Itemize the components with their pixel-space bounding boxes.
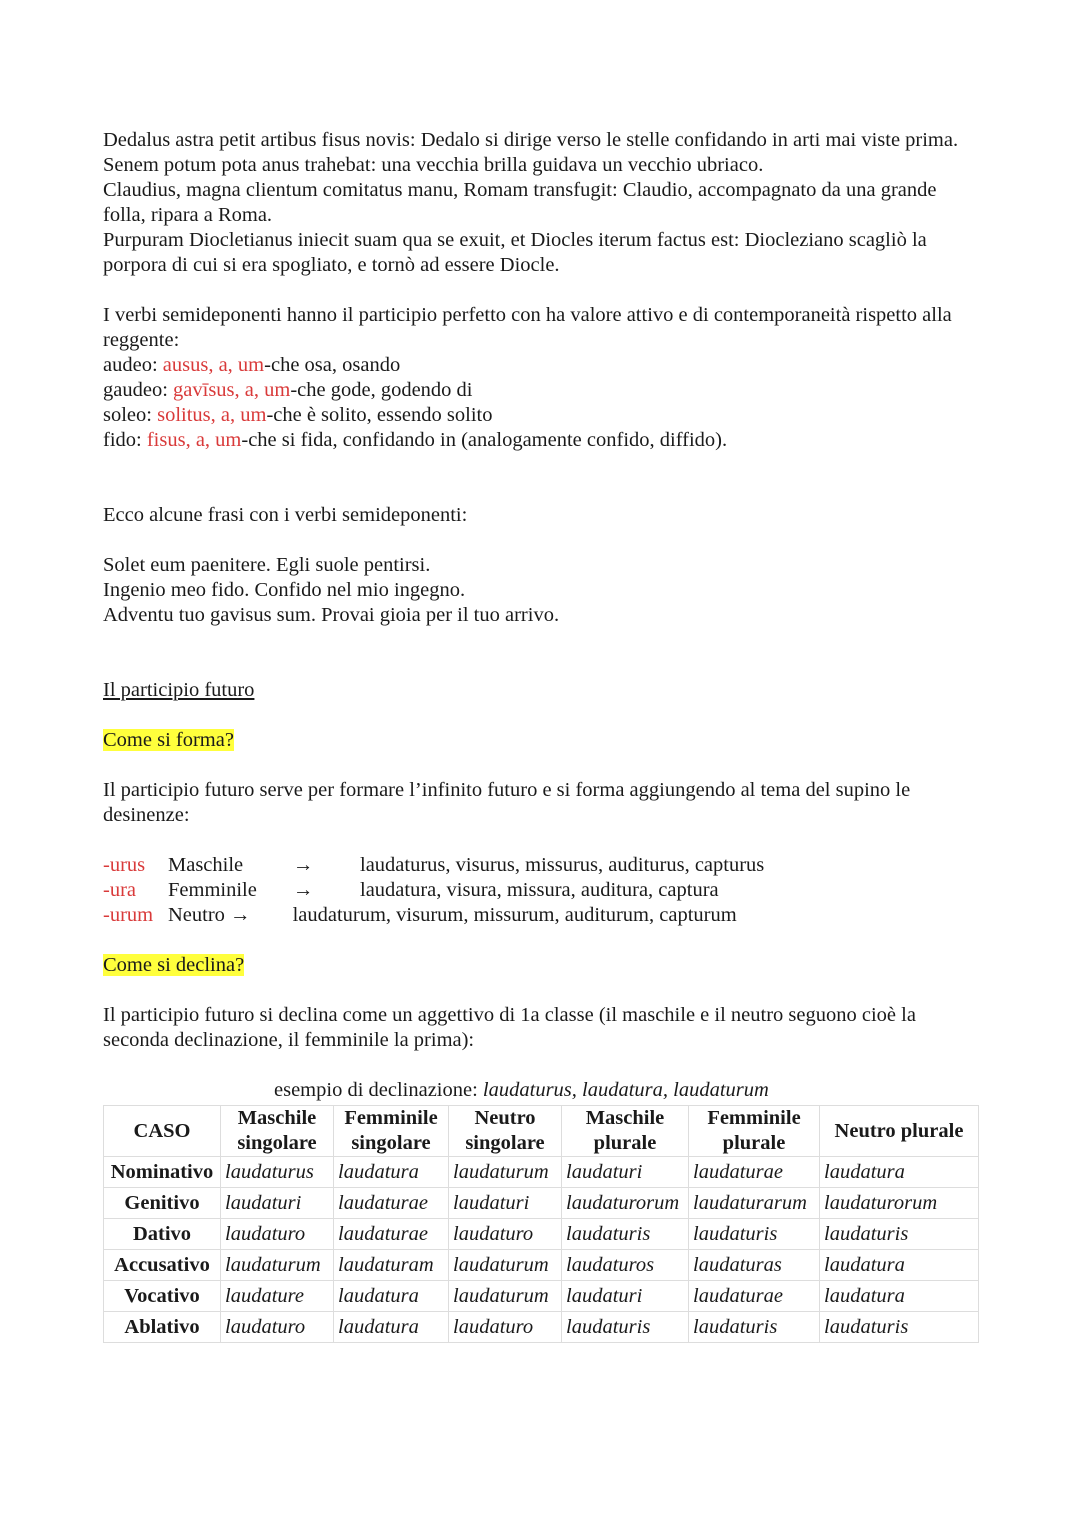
form-cell: laudaturae bbox=[334, 1219, 449, 1250]
question-forma: Come si forma? bbox=[103, 729, 234, 751]
form-cell: laudaturum bbox=[449, 1157, 562, 1188]
example-3: Adventu tuo gavisus sum. Provai gioia per il tuo arrivo. bbox=[103, 604, 560, 626]
form-cell: laudaturum bbox=[449, 1281, 562, 1312]
table-row bbox=[104, 1219, 979, 1250]
form-cell: laudaturae bbox=[334, 1188, 449, 1219]
ending: -urus bbox=[103, 854, 146, 876]
endings-table bbox=[103, 853, 983, 928]
form-cell: laudaturos bbox=[562, 1250, 689, 1281]
semideponent-item-gaudeo: gaudeo: gavīsus, a, um-che gode, godendo di bbox=[103, 379, 473, 401]
ending: -ura bbox=[103, 879, 137, 901]
form-cell: laudaturis bbox=[689, 1312, 820, 1343]
form-cell: laudaturus bbox=[221, 1157, 334, 1188]
form-cell: laudatura bbox=[820, 1281, 979, 1312]
ending-gender: Maschile bbox=[168, 854, 244, 876]
question-declina: Come si declina? bbox=[103, 954, 245, 976]
form-cell: laudaturas bbox=[689, 1250, 820, 1281]
example-1: Solet eum paenitere. Egli suole pentirsi. bbox=[103, 554, 431, 576]
sentence-2: Senem potum pota anus trahebat: una vecchia brilla guidava un vecchio ubriaco. bbox=[103, 154, 764, 176]
table-row bbox=[104, 1281, 979, 1312]
forma-explanation: Il participio futuro serve per formare l’infinito futuro e si forma aggiungendo al tema del supino le desinenze: bbox=[103, 779, 911, 826]
ending-row bbox=[103, 853, 983, 878]
table-caption: esempio di declinazione: laudaturus, laudatura, laudaturum bbox=[274, 1079, 769, 1101]
case-cell: Ablativo bbox=[104, 1312, 221, 1343]
ending-forms: laudaturus, visurus, missurus, auditurus, capturus bbox=[360, 854, 765, 876]
sentence-4: Purpuram Diocletianus iniecit suam qua se exuit, et Diocles iterum factus est: Diocleziano scagliò la porpora di cui si era spogliato, e tornò ad essere Diocle. bbox=[103, 229, 927, 276]
declension-table bbox=[103, 1105, 979, 1343]
ending: -urum bbox=[103, 904, 154, 926]
example-2: Ingenio meo fido. Confido nel mio ingegno. bbox=[103, 579, 466, 601]
arrow: → bbox=[293, 854, 314, 876]
form-cell: laudaturarum bbox=[689, 1188, 820, 1219]
arrow: → bbox=[293, 879, 314, 901]
case-cell: Nominativo bbox=[104, 1157, 221, 1188]
sentence-1: Dedalus astra petit artibus fisus novis: Dedalo si dirige verso le stelle confidando in arti mai viste prima. bbox=[103, 129, 959, 151]
form-cell: laudaturi bbox=[562, 1157, 689, 1188]
semideponent-intro: I verbi semideponenti hanno il participio perfetto con ha valore attivo e di contemporaneità rispetto alla reggente: bbox=[103, 304, 952, 351]
form-cell: laudatura bbox=[334, 1157, 449, 1188]
form-cell: laudaturorum bbox=[562, 1188, 689, 1219]
case-cell: Dativo bbox=[104, 1219, 221, 1250]
form-cell: laudaturi bbox=[221, 1188, 334, 1219]
header-neut-plur: Neutro plurale bbox=[820, 1106, 979, 1157]
form-cell: laudatura bbox=[334, 1281, 449, 1312]
table-row bbox=[104, 1312, 979, 1343]
form-cell: laudaturis bbox=[562, 1219, 689, 1250]
sentence-3: Claudius, magna clientum comitatus manu, Romam transfugit: Claudio, accompagnato da una grande folla, ripara a Roma. bbox=[103, 179, 937, 226]
semideponent-item-soleo: soleo: solitus, a, um-che è solito, essendo solito bbox=[103, 404, 493, 426]
form-cell: laudaturae bbox=[689, 1157, 820, 1188]
case-cell: Accusativo bbox=[104, 1250, 221, 1281]
ending-forms: laudatura, visura, missura, auditura, captura bbox=[360, 879, 719, 901]
header-masc-plur: Maschile plurale bbox=[562, 1106, 689, 1157]
header-case: CASO bbox=[104, 1106, 221, 1157]
form-cell: laudaturum bbox=[221, 1250, 334, 1281]
ending-row bbox=[103, 903, 983, 928]
form-cell: laudaturis bbox=[562, 1312, 689, 1343]
form-cell: laudaturo bbox=[221, 1219, 334, 1250]
form-cell: laudaturi bbox=[562, 1281, 689, 1312]
ending-row bbox=[103, 878, 983, 903]
semideponent-item-audeo: audeo: ausus, a, um-che osa, osando bbox=[103, 354, 401, 376]
arrow: → bbox=[230, 904, 251, 926]
ending-forms: laudaturum, visurum, missurum, auditurum, capturum bbox=[292, 904, 737, 926]
form-cell: laudaturum bbox=[449, 1250, 562, 1281]
form-cell: laudatura bbox=[820, 1157, 979, 1188]
form-cell: laudaturi bbox=[449, 1188, 562, 1219]
form-cell: laudaturis bbox=[689, 1219, 820, 1250]
form-cell: laudatura bbox=[334, 1312, 449, 1343]
header-masc-sing: Maschile singolare bbox=[221, 1106, 334, 1157]
form-cell: laudaturo bbox=[449, 1312, 562, 1343]
form-cell: laudaturis bbox=[820, 1219, 979, 1250]
case-cell: Vocativo bbox=[104, 1281, 221, 1312]
examples-intro: Ecco alcune frasi con i verbi semideponenti: bbox=[103, 504, 468, 526]
form-cell: laudature bbox=[221, 1281, 334, 1312]
ending-gender: Neutro bbox=[168, 904, 225, 926]
header-neut-sing: Neutro singolare bbox=[449, 1106, 562, 1157]
section-title: Il participio futuro bbox=[103, 679, 255, 701]
form-cell: laudaturo bbox=[221, 1312, 334, 1343]
document-body bbox=[103, 128, 983, 1343]
ending-gender: Femminile bbox=[168, 879, 257, 901]
header-fem-plur: Femminile plurale bbox=[689, 1106, 820, 1157]
semideponent-item-fido: fido: fisus, a, um-che si fida, confidando in (analogamente confido, diffido). bbox=[103, 429, 728, 451]
form-cell: laudaturis bbox=[820, 1312, 979, 1343]
table-row bbox=[104, 1188, 979, 1219]
table-row bbox=[104, 1157, 979, 1188]
table-header-row bbox=[104, 1106, 979, 1157]
table-row bbox=[104, 1250, 979, 1281]
form-cell: laudaturae bbox=[689, 1281, 820, 1312]
declina-explanation: Il participio futuro si declina come un aggettivo di 1a classe (il maschile e il neutro seguono cioè la seconda declinazione, il femminile la prima): bbox=[103, 1004, 916, 1051]
form-cell: laudaturorum bbox=[820, 1188, 979, 1219]
case-cell: Genitivo bbox=[104, 1188, 221, 1219]
form-cell: laudatura bbox=[820, 1250, 979, 1281]
form-cell: laudaturam bbox=[334, 1250, 449, 1281]
header-fem-sing: Femminile singolare bbox=[334, 1106, 449, 1157]
form-cell: laudaturo bbox=[449, 1219, 562, 1250]
